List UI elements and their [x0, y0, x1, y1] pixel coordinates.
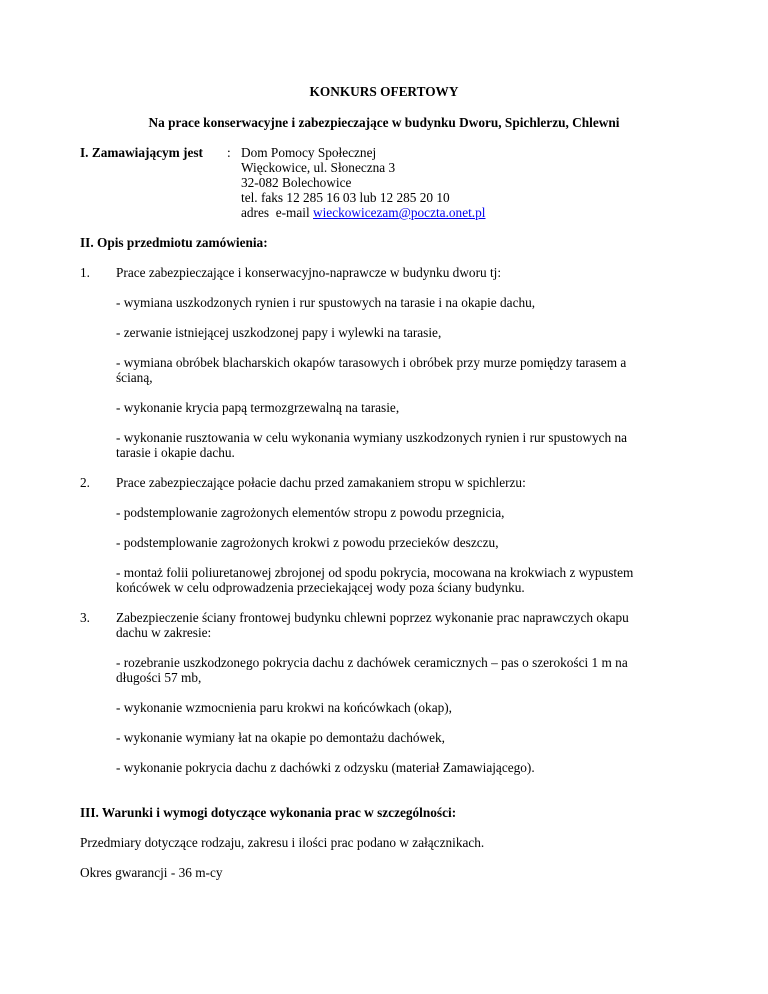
list-item-continuation: długości 57 mb, — [116, 670, 202, 685]
section3-paragraph-1: Przedmiary dotyczące rodzaju, zakresu i ilości prac podano w załącznikach. — [80, 835, 485, 850]
contact-address: Więckowice, ul. Słoneczna 3 — [241, 160, 396, 175]
list-item: - rozebranie uszkodzonego pokrycia dachu z dachówek ceramicznych – pas o szerokości 1 m na — [116, 655, 628, 670]
item1-text: Prace zabezpieczające i konserwacyjno-naprawcze w budynku dworu tj: — [116, 265, 502, 280]
list-item: - montaż folii poliuretanowej zbrojonej od spodu pokrycia, mocowana na krokwiach z wypustem — [116, 565, 634, 580]
item2-number: 2. — [80, 475, 90, 490]
section3-heading: III. Warunki i wymogi dotyczące wykonania prac w szczególności: — [80, 805, 457, 820]
list-item: - wykonanie krycia papą termozgrzewalną na tarasie, — [116, 400, 400, 415]
list-item: - wykonanie pokrycia dachu z dachówki z odzysku (materiał Zamawiającego). — [116, 760, 535, 775]
contact-email-prefix: adres e-mail — [241, 205, 313, 220]
contact-name: Dom Pomocy Społecznej — [241, 145, 377, 160]
item1-number: 1. — [80, 265, 90, 280]
item3-number: 3. — [80, 610, 90, 625]
section1-heading: I. Zamawiającym jest — [80, 145, 203, 160]
page-subtitle: Na prace konserwacyjne i zabezpieczające w budynku Dworu, Spichlerzu, Chlewni — [148, 115, 620, 130]
list-item: - zerwanie istniejącej uszkodzonej papy i wylewki na tarasie, — [116, 325, 442, 340]
item2-text: Prace zabezpieczające połacie dachu przed zamakaniem stropu w spichlerzu: — [116, 475, 526, 490]
list-item-continuation: ścianą, — [116, 370, 153, 385]
section3-paragraph-2: Okres gwarancji - 36 m-cy — [80, 865, 223, 880]
list-item-continuation: końcówek w celu odprowadzenia przeciekającej wody poza ściany budynku. — [116, 580, 525, 595]
list-item: - wykonanie rusztowania w celu wykonania wymiany uszkodzonych rynien i rur spustowych na — [116, 430, 628, 445]
contact-phone: tel. faks 12 285 16 03 lub 12 285 20 10 — [241, 190, 450, 205]
page-title: KONKURS OFERTOWY — [309, 84, 459, 99]
list-item: - podstemplowanie zagrożonych elementów stropu z powodu przegnicia, — [116, 505, 505, 520]
list-item: - wykonanie wymiany łat na okapie po demontażu dachówek, — [116, 730, 445, 745]
list-item: - wymiana obróbek blacharskich okapów tarasowych i obróbek przy murze pomiędzy tarasem a — [116, 355, 627, 370]
list-item: - wymiana uszkodzonych rynien i rur spustowych na tarasie i na okapie dachu, — [116, 295, 536, 310]
contact-email-link[interactable]: wieckowicezam@poczta.onet.pl — [313, 205, 486, 220]
section1-colon: : — [227, 145, 231, 160]
item3-text: Zabezpieczenie ściany frontowej budynku chlewni poprzez wykonanie prac naprawczych okapu — [116, 610, 629, 625]
contact-postcode: 32-082 Bolechowice — [241, 175, 352, 190]
list-item: - wykonanie wzmocnienia paru krokwi na końcówkach (okap), — [116, 700, 452, 715]
contact-email-line — [241, 205, 485, 221]
section2-heading: II. Opis przedmiotu zamówienia: — [80, 235, 268, 250]
list-item: - podstemplowanie zagrożonych krokwi z powodu przecieków deszczu, — [116, 535, 499, 550]
item3-text-continuation: dachu w zakresie: — [116, 625, 212, 640]
list-item-continuation: tarasie i okapie dachu. — [116, 445, 235, 460]
